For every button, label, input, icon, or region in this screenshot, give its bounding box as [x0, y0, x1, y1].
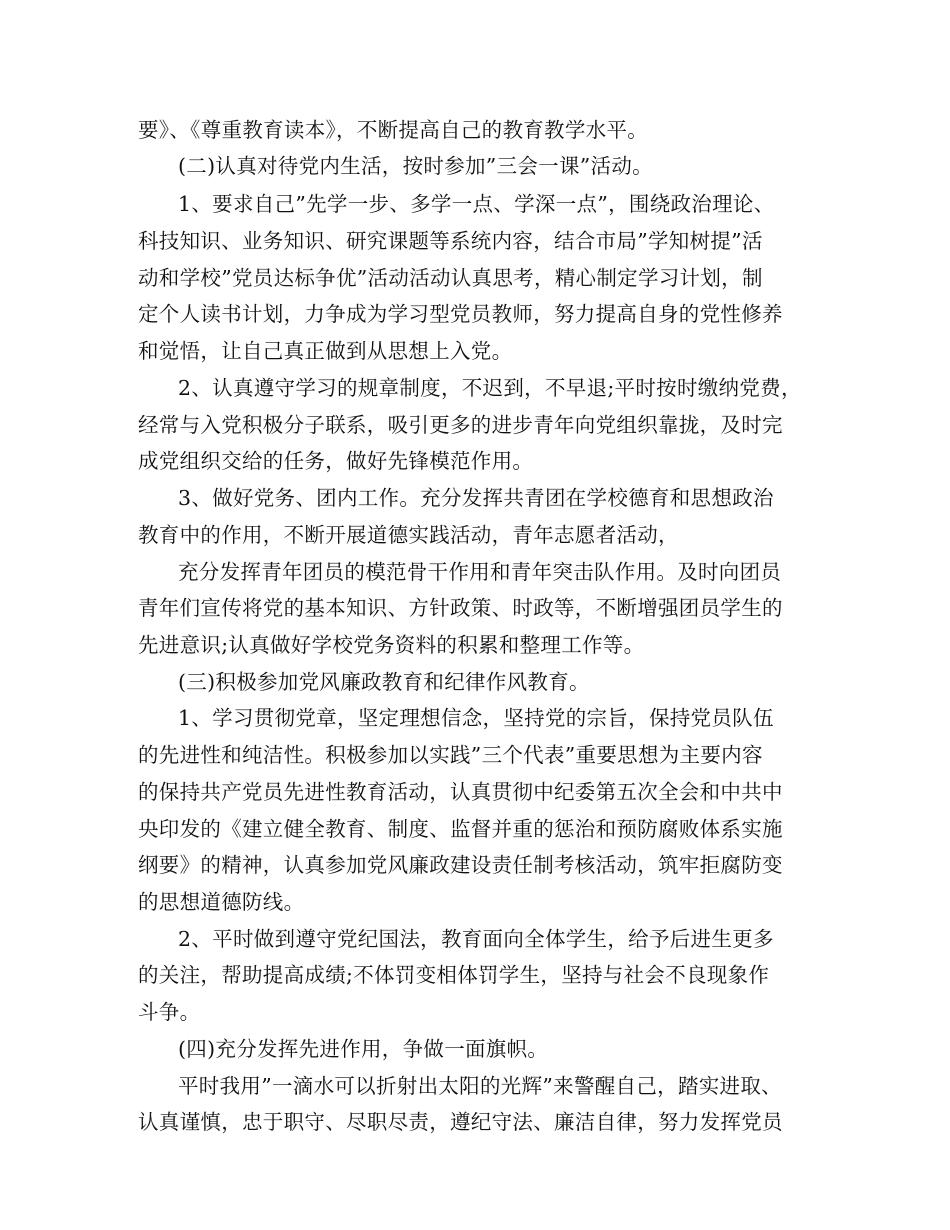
- text-line: 经常与入党积极分子联系，吸引更多的进步青年向党组织靠拢，及时完: [138, 413, 783, 437]
- text-line: 纲要》的精神，认真参加党风廉政建设责任制考核活动，筑牢拒腐防变: [138, 853, 783, 877]
- text-line: 斗争。: [138, 1000, 201, 1024]
- text-line: 2、认真遵守学习的规章制度，不迟到，不早退;平时按时缴纳党费，: [178, 376, 802, 400]
- section-heading: (二)认真对待党内生活，按时参加”三会一课”活动。: [178, 154, 653, 178]
- section-heading: (四)充分发挥先进作用，争做一面旗帜。: [178, 1037, 549, 1061]
- text-line: 和觉悟，让自己真正做到从思想上入党。: [138, 339, 513, 363]
- text-line: 先进意识;认真做好学校党务资料的积累和整理工作等。: [138, 633, 645, 657]
- text-line: 要》、《尊重教育读本》，不断提高自己的教育教学水平。: [138, 118, 649, 142]
- text-line: 3、做好党务、团内工作。充分发挥共青团在学校德育和思想政治: [178, 486, 774, 510]
- text-line: 的先进性和纯洁性。积极参加以实践”三个代表”重要思想为主要内容: [138, 743, 763, 767]
- text-line: 的关注，帮助提高成绩;不体罚变相体罚学生，坚持与社会不良现象作: [138, 963, 770, 987]
- text-line: 央印发的《建立健全教育、制度、监督并重的惩治和预防腐败体系实施: [138, 817, 783, 841]
- section-heading: (三)积极参加党风廉政教育和纪律作风教育。: [178, 670, 590, 694]
- text-line: 动和学校”党员达标争优”活动活动认真思考，精心制定学习计划，制: [138, 266, 763, 290]
- text-line: 青年们宣传将党的基本知识、方针政策、时政等，不断增强团员学生的: [138, 596, 783, 620]
- text-line: 定个人读书计划，力争成为学习型党员教师，努力提高自身的党性修养: [138, 302, 783, 326]
- text-line: 的保持共产党员先进性教育活动，认真贯彻中纪委第五次全会和中共中: [138, 780, 783, 804]
- text-line: 认真谨慎，忠于职守、尽职尽责，遵纪守法、廉洁自律，努力发挥党员: [138, 1110, 783, 1134]
- text-line: 1、学习贯彻党章，坚定理想信念，坚持党的宗旨，保持党员队伍: [178, 706, 774, 730]
- text-line: 充分发挥青年团员的模范骨干作用和青年突击队作用。及时向团员: [178, 560, 782, 584]
- text-line: 平时我用”一滴水可以折射出太阳的光辉”来警醒自己，踏实进取、: [178, 1074, 782, 1098]
- text-line: 2、平时做到遵守党纪国法，教育面向全体学生，给予后进生更多: [178, 927, 774, 951]
- text-line: 成党组织交给的任务，做好先锋模范作用。: [138, 449, 534, 473]
- text-line: 的思想道德防线。: [138, 890, 305, 914]
- text-line: 教育中的作用，不断开展道德实践活动，青年志愿者活动，: [138, 523, 679, 547]
- text-line: 科技知识、业务知识、研究课题等系统内容，结合市局”学知树提”活: [138, 229, 763, 253]
- text-line: 1、要求自己”先学一步、多学一点、学深一点”，围绕政治理论、: [178, 192, 775, 216]
